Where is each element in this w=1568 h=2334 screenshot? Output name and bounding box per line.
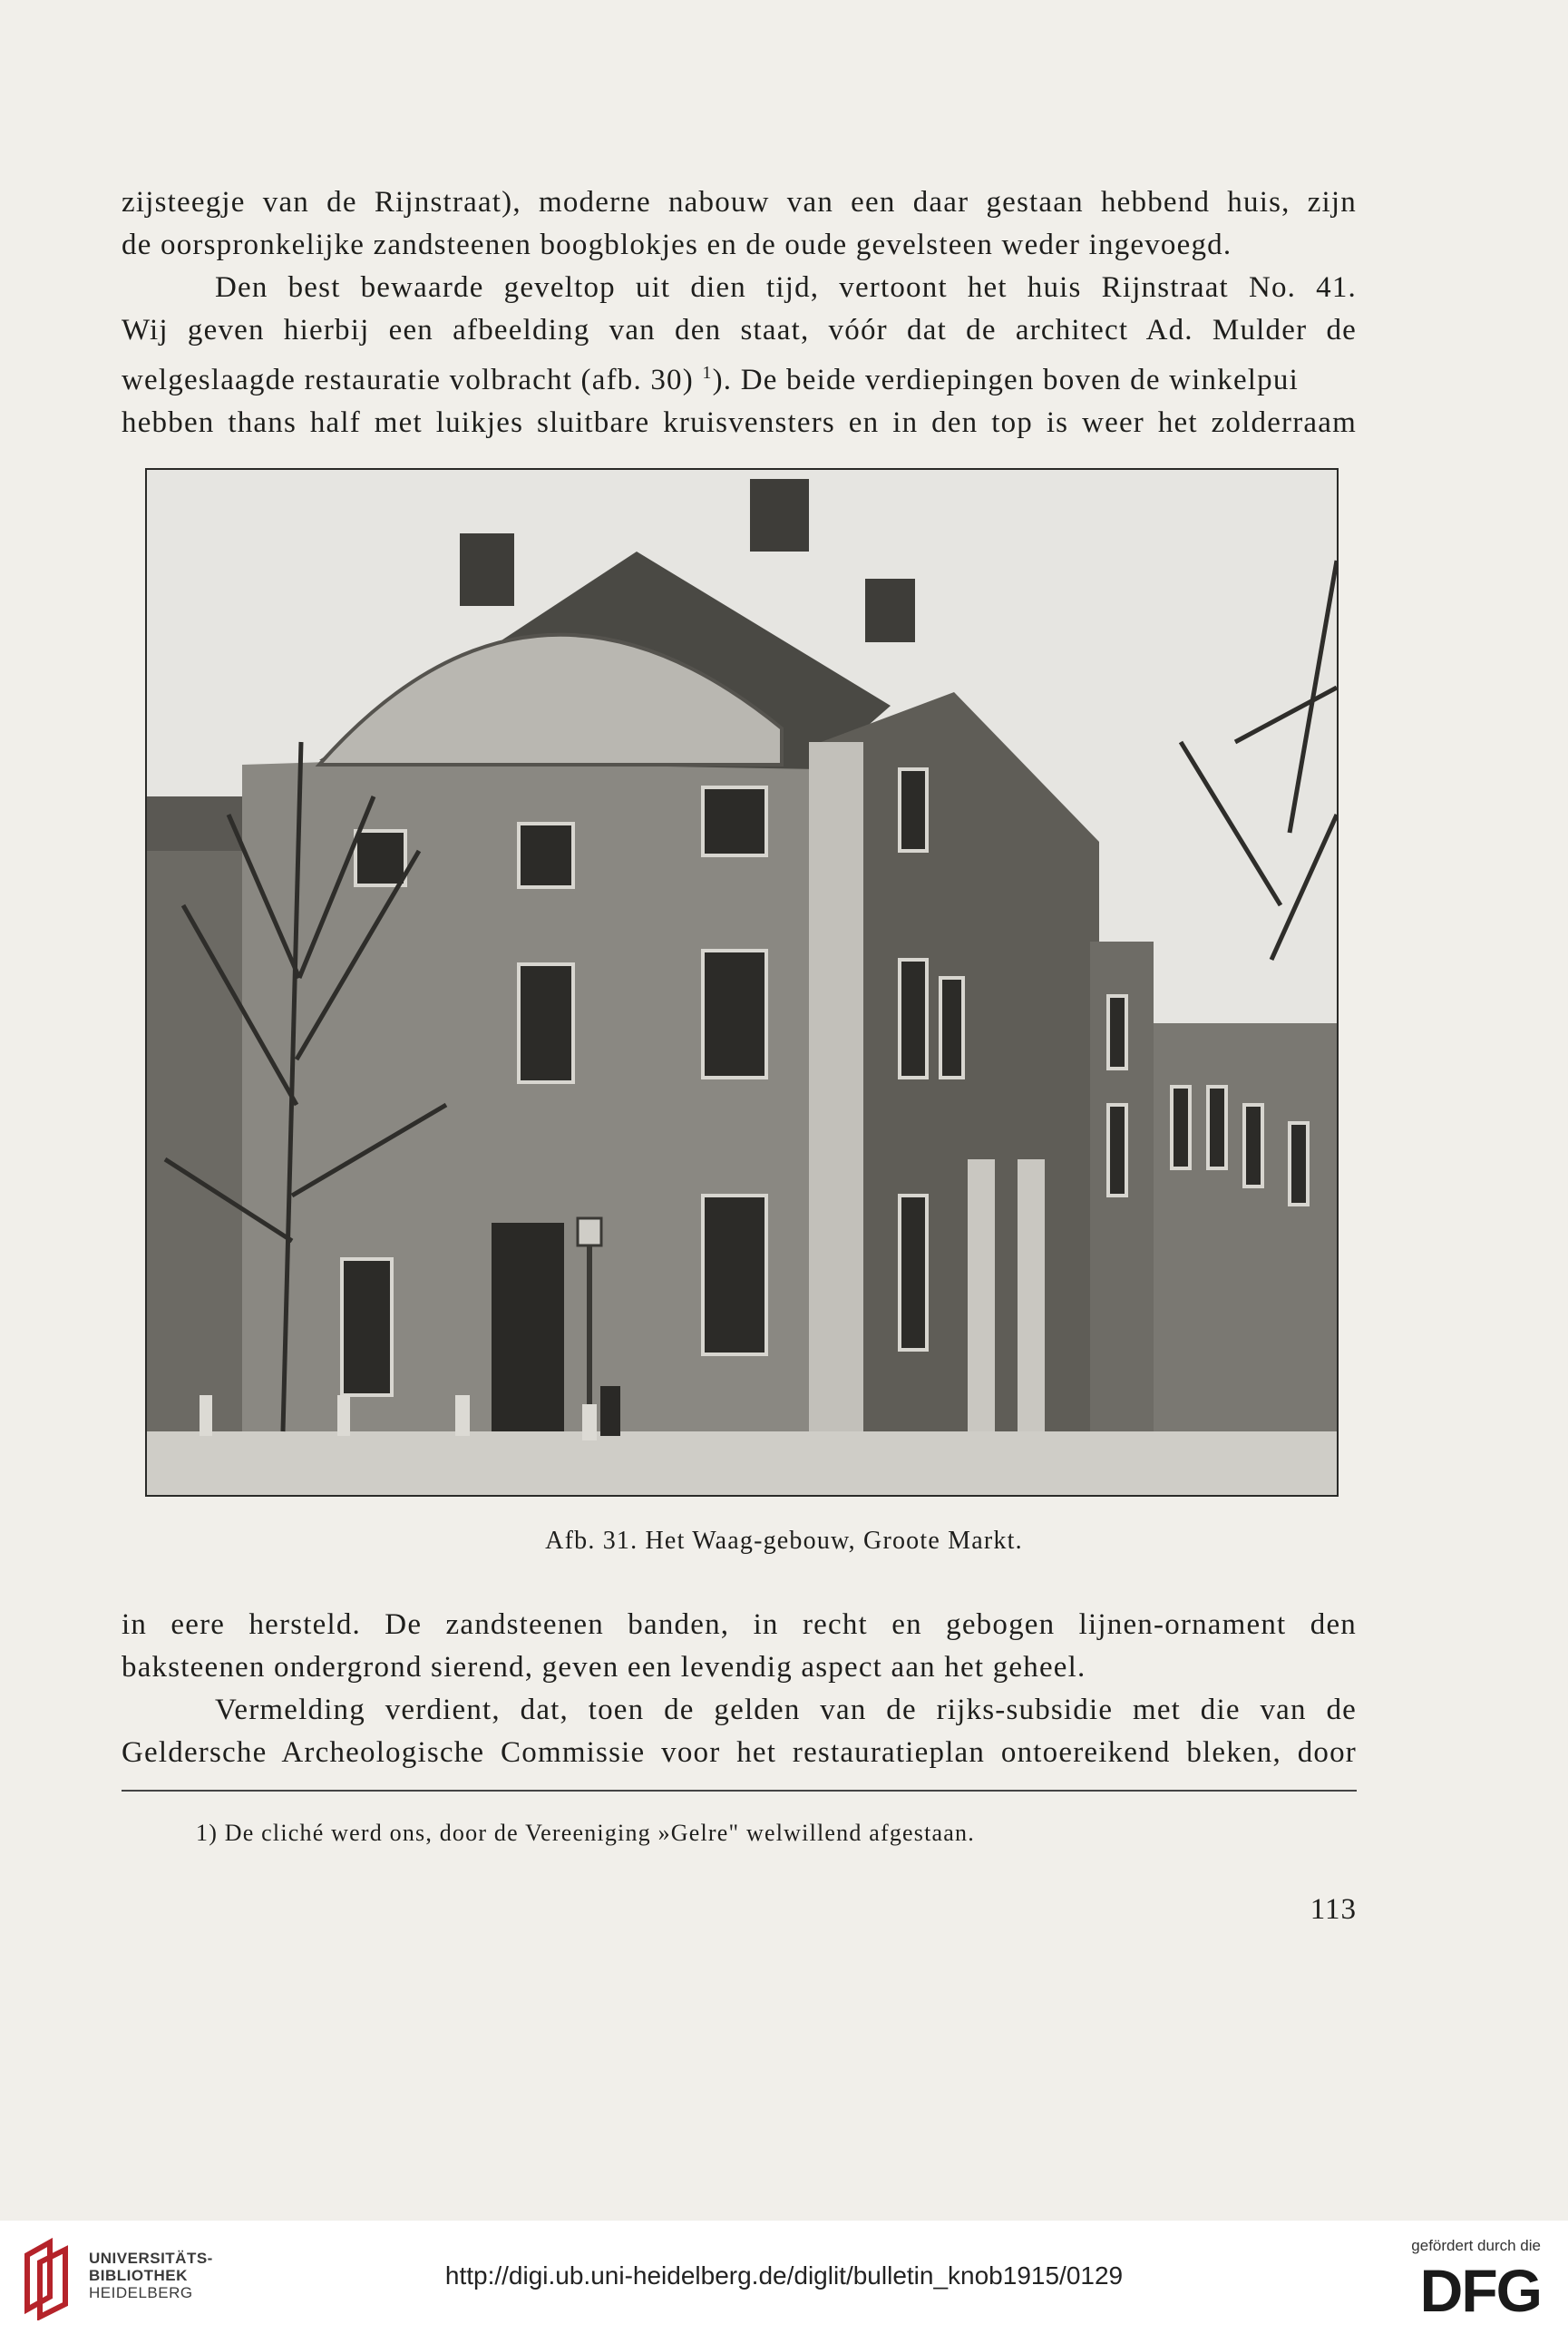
text-line bbox=[122, 352, 1357, 402]
text-line: de oorspronkelijke zandsteenen boogblokjes en de oude gevelsteen weder ingevoegd. bbox=[122, 229, 1232, 261]
dfg-logo: DFG bbox=[1419, 2257, 1541, 2324]
footnote-divider bbox=[122, 1790, 1357, 1792]
footnote-ref: 1 bbox=[702, 363, 713, 383]
footnote: 1) De cliché werd ons, door de Vereeniging »Gelre" welwillend afgestaan. bbox=[196, 1820, 975, 1846]
digitization-footer bbox=[0, 2221, 1568, 2334]
text-line: Geldersche Archeologische Commissie voor het restauratieplan ontoereikend bleken, door bbox=[122, 1736, 1357, 1769]
text-line: Wij geven hierbij een afbeelding van den staat, vóór dat de architect Ad. Mulder de bbox=[122, 314, 1357, 347]
text-line: baksteenen ondergrond sierend, geven een levendig aspect aan het geheel. bbox=[122, 1651, 1086, 1684]
paragraph-bottom bbox=[122, 1604, 1357, 1774]
library-name-line: HEIDELBERG bbox=[89, 2284, 193, 2301]
figure-caption: Afb. 31. Het Waag-gebouw, Groote Markt. bbox=[545, 1527, 1023, 1555]
permalink[interactable]: http://digi.ub.uni-heidelberg.de/diglit/bulletin_knob1915/0129 bbox=[444, 2261, 1124, 2290]
library-name-line: BIBLIOTHEK bbox=[89, 2267, 188, 2284]
text-line: zijsteegje van de Rijnstraat), moderne nabouw van een daar gestaan hebbend huis, zijn bbox=[122, 186, 1357, 219]
text-line: Den best bewaarde geveltop uit dien tijd, vertoont het huis Rijnstraat No. 41. bbox=[215, 271, 1357, 304]
photo-waag-building bbox=[145, 468, 1339, 1497]
paragraph-top bbox=[122, 181, 1357, 444]
funded-by-note: gefördert durch die bbox=[1411, 2237, 1541, 2254]
building-photo-illustration bbox=[147, 470, 1337, 1495]
text-line: hebben thans half met luikjes sluitbare kruisvensters en in den top is weer het zolderraam bbox=[122, 406, 1357, 439]
text-fragment: welgeslaagde restauratie volbracht (afb. 30) bbox=[122, 364, 694, 396]
text-line: in eere hersteld. De zandsteenen banden, in recht en gebogen lijnen-ornament den bbox=[122, 1608, 1357, 1641]
page-number: 113 bbox=[1310, 1893, 1357, 1926]
library-name-line: UNIVERSITÄTS- bbox=[89, 2250, 213, 2267]
text-line: Vermelding verdient, dat, toen de gelden van de rijks-subsidie met die van de bbox=[215, 1694, 1357, 1726]
text-fragment: ). De beide verdiepingen boven de winkelpui bbox=[712, 364, 1299, 396]
